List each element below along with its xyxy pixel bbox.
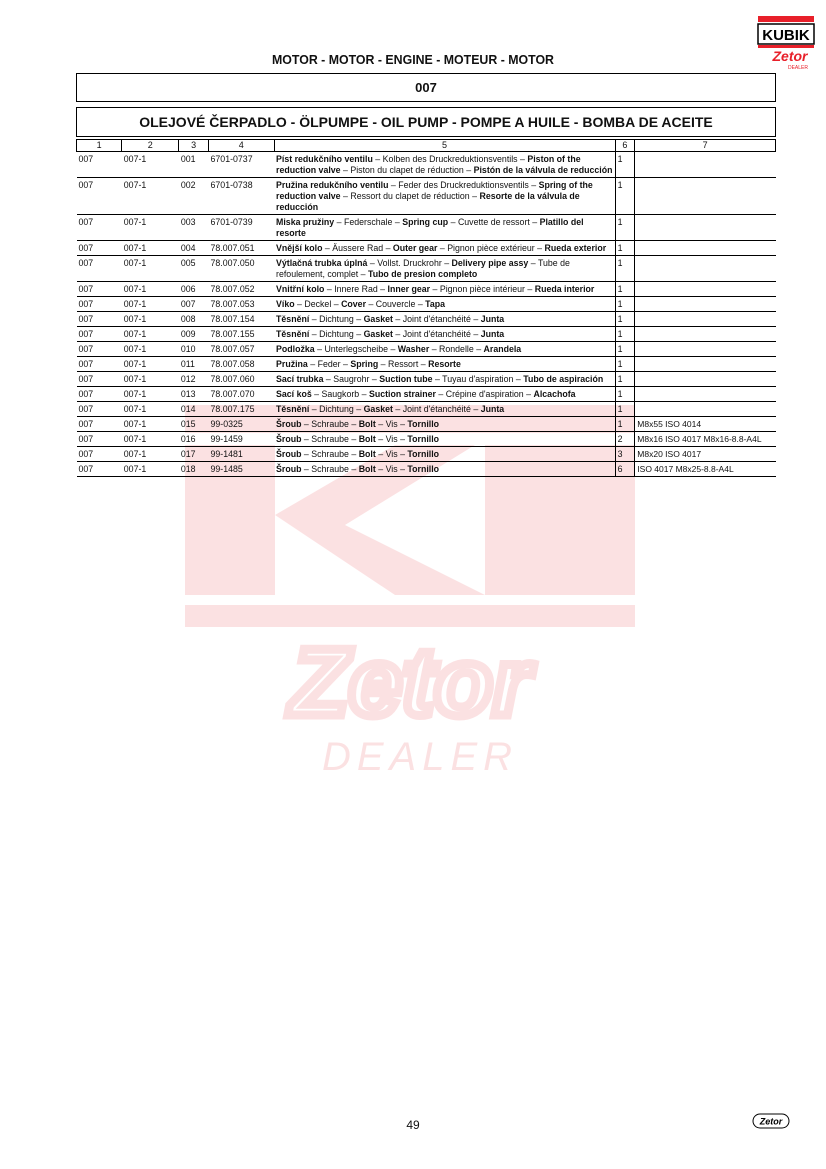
zetor-footer-text: Zetor [759, 1116, 783, 1127]
subgroup-cell: 007-1 [122, 387, 179, 402]
position-cell: 012 [179, 372, 209, 387]
description-term: Dichtung [319, 404, 354, 414]
position-cell: 008 [179, 312, 209, 327]
subgroup-cell: 007-1 [122, 342, 179, 357]
description-term: Feder des Druckreduktionsventils [398, 180, 529, 190]
position-cell: 016 [179, 432, 209, 447]
description-term: Saugrohr [333, 374, 370, 384]
description-term: Resorte [428, 359, 461, 369]
part-number-cell: 78.007.050 [209, 256, 275, 282]
description-term: Suction tube [379, 374, 433, 384]
position-cell: 001 [179, 152, 209, 178]
note-cell [635, 402, 776, 417]
description-term: Vnější kolo [276, 243, 323, 253]
description-cell: Těsnění – Dichtung – Gasket – Joint d'étanchéité – Junta [274, 327, 615, 342]
group-cell: 007 [77, 432, 122, 447]
part-number-cell: 78.007.058 [209, 357, 275, 372]
description-term: Joint d'étanchéité [402, 404, 471, 414]
description-term: Platillo del resorte [276, 217, 584, 238]
description-term: Šroub [276, 434, 302, 444]
description-cell: Šroub – Schraube – Bolt – Vis – Tornillo [274, 462, 615, 477]
description-cell: Víko – Deckel – Cover – Couvercle – Tapa [274, 297, 615, 312]
description-cell: Šroub – Schraube – Bolt – Vis – Tornillo [274, 447, 615, 462]
table-row [77, 417, 776, 432]
description-term: Rueda exterior [544, 243, 607, 253]
description-term: Federschale [344, 217, 393, 227]
description-cell: Vnitřní kolo – Innere Rad – Inner gear – Pignon pièce intérieur – Rueda interior [274, 282, 615, 297]
table-row [77, 256, 776, 282]
quantity-cell: 1 [615, 402, 635, 417]
description-term: Šroub [276, 449, 302, 459]
table-row [77, 297, 776, 312]
description-term: Pignon pièce intérieur [439, 284, 525, 294]
table-row [77, 241, 776, 256]
description-term: Piston du clapet de réduction [350, 165, 464, 175]
description-term: Rueda interior [534, 284, 595, 294]
description-term: Piston of the reduction valve [276, 154, 581, 175]
description-term: Sací koš [276, 389, 312, 399]
subgroup-cell: 007-1 [122, 462, 179, 477]
description-term: Joint d'étanchéité [402, 329, 471, 339]
description-term: Tubo de aspiración [523, 374, 604, 384]
description-term: Tornillo [407, 449, 440, 459]
position-cell: 018 [179, 462, 209, 477]
subgroup-cell: 007-1 [122, 312, 179, 327]
part-number-cell: 99-0325 [209, 417, 275, 432]
description-term: Těsnění [276, 314, 310, 324]
quantity-cell: 1 [615, 282, 635, 297]
quantity-cell: 1 [615, 312, 635, 327]
description-term: Bolt [358, 434, 376, 444]
position-cell: 007 [179, 297, 209, 312]
description-cell: Miska pružiny – Federschale – Spring cup – Cuvette de ressort – Platillo del resorte [274, 215, 615, 241]
column-header-2: 2 [122, 140, 179, 152]
description-term: Junta [480, 404, 505, 414]
group-cell: 007 [77, 327, 122, 342]
page-header-title: MOTOR - MOTOR - ENGINE - MOTEUR - MOTOR [271, 52, 554, 67]
group-cell: 007 [77, 297, 122, 312]
note-cell [635, 215, 776, 241]
quantity-cell: 1 [615, 357, 635, 372]
description-term: Šroub [276, 419, 302, 429]
description-term: Vis [385, 449, 398, 459]
description-term: Äussere Rad [332, 243, 384, 253]
quantity-cell: 1 [615, 417, 635, 432]
description-term: Spring of the reduction valve [276, 180, 593, 201]
description-term: Pistón de la válvula de reducción [473, 165, 613, 175]
quantity-cell: 2 [615, 432, 635, 447]
part-number-cell: 6701-0739 [209, 215, 275, 241]
description-term: Píst redukčního ventilu [276, 154, 373, 164]
svg-text:DEALER: DEALER [321, 735, 519, 779]
note-cell [635, 241, 776, 256]
description-term: Vis [385, 419, 398, 429]
description-term: Těsnění [276, 329, 310, 339]
description-cell: Sací trubka – Saugrohr – Suction tube – Tuyau d'aspiration – Tubo de aspiración [274, 372, 615, 387]
section-title-box: OLEJOVÉ ČERPADLO - ÖLPUMPE - OIL PUMP - POMPE A HUILE - BOMBA DE ACEITE [76, 107, 776, 137]
description-cell: Vnější kolo – Äussere Rad – Outer gear – Pignon pièce extérieur – Rueda exterior [274, 241, 615, 256]
quantity-cell: 1 [615, 178, 635, 215]
description-cell: Těsnění – Dichtung – Gasket – Joint d'étanchéité – Junta [274, 312, 615, 327]
description-term: Spring cup [402, 217, 449, 227]
description-term: Unterlegscheibe [324, 344, 389, 354]
part-number-cell: 6701-0738 [209, 178, 275, 215]
description-cell: Těsnění – Dichtung – Gasket – Joint d'étanchéité – Junta [274, 402, 615, 417]
description-term: Vollst. Druckrohr [377, 258, 442, 268]
description-term: Alcachofa [533, 389, 576, 399]
table-row [77, 432, 776, 447]
position-cell: 010 [179, 342, 209, 357]
description-term: Pignon pièce extérieur [447, 243, 535, 253]
part-number-cell: 78.007.053 [209, 297, 275, 312]
description-term: Washer [397, 344, 430, 354]
subgroup-cell: 007-1 [122, 432, 179, 447]
description-term: Arandela [483, 344, 522, 354]
note-cell: M8x55 ISO 4014 [635, 417, 776, 432]
description-cell: Šroub – Schraube – Bolt – Vis – Tornillo [274, 432, 615, 447]
table-row [77, 372, 776, 387]
quantity-cell: 6 [615, 462, 635, 477]
group-code-box: 007 [76, 73, 776, 102]
description-term: Tuyau d'aspiration [442, 374, 514, 384]
description-term: Tapa [425, 299, 446, 309]
description-cell: Sací koš – Saugkorb – Suction strainer – Crépine d'aspiration – Alcachofa [274, 387, 615, 402]
position-cell: 014 [179, 402, 209, 417]
description-term: Schraube [311, 449, 349, 459]
description-term: Sací trubka [276, 374, 324, 384]
note-cell [635, 357, 776, 372]
subgroup-cell: 007-1 [122, 297, 179, 312]
note-cell [635, 297, 776, 312]
group-cell: 007 [77, 152, 122, 178]
zetor-logo-text: Zetor [772, 48, 808, 64]
svg-text:Zetor: Zetor [290, 629, 530, 736]
table-row [77, 447, 776, 462]
note-cell: M8x16 ISO 4017 M8x16-8.8-A4L [635, 432, 776, 447]
table-row [77, 387, 776, 402]
subgroup-cell: 007-1 [122, 256, 179, 282]
column-header-4: 4 [209, 140, 275, 152]
column-header-6: 6 [615, 140, 635, 152]
subgroup-cell: 007-1 [122, 241, 179, 256]
description-term: Couvercle [375, 299, 416, 309]
table-row [77, 342, 776, 357]
description-term: Rondelle [439, 344, 474, 354]
position-cell: 013 [179, 387, 209, 402]
description-term: Deckel [304, 299, 332, 309]
description-term: Feder [317, 359, 341, 369]
quantity-cell: 1 [615, 241, 635, 256]
description-term: Vnitřní kolo [276, 284, 325, 294]
description-term: Schraube [311, 464, 349, 474]
description-term: Pružina redukčního ventilu [276, 180, 389, 190]
description-term: Tornillo [407, 464, 440, 474]
subgroup-cell: 007-1 [122, 152, 179, 178]
description-term: Gasket [363, 314, 393, 324]
description-term: Výtlačná trubka úplná [276, 258, 368, 268]
parts-table [76, 139, 776, 477]
part-number-cell: 78.007.057 [209, 342, 275, 357]
quantity-cell: 1 [615, 342, 635, 357]
position-cell: 015 [179, 417, 209, 432]
quantity-cell: 1 [615, 297, 635, 312]
description-term: Těsnění [276, 404, 310, 414]
part-number-cell: 78.007.155 [209, 327, 275, 342]
position-cell: 017 [179, 447, 209, 462]
description-term: Bolt [358, 419, 376, 429]
description-term: Innere Rad [334, 284, 378, 294]
description-term: Vis [385, 464, 398, 474]
position-cell: 003 [179, 215, 209, 241]
part-number-cell: 99-1485 [209, 462, 275, 477]
description-term: Pružina [276, 359, 308, 369]
description-term: Schraube [311, 434, 349, 444]
table-row [77, 327, 776, 342]
part-number-cell: 6701-0737 [209, 152, 275, 178]
note-cell: ISO 4017 M8x25-8.8-A4L [635, 462, 776, 477]
table-row [77, 215, 776, 241]
quantity-cell: 1 [615, 215, 635, 241]
description-term: Kolben des Druckreduktionsventils [382, 154, 518, 164]
note-cell [635, 312, 776, 327]
group-cell: 007 [77, 357, 122, 372]
description-cell: Podložka – Unterlegscheibe – Washer – Rondelle – Arandela [274, 342, 615, 357]
description-term: Gasket [363, 329, 393, 339]
kubik-logo-text: KUBIK [762, 27, 810, 44]
subgroup-cell: 007-1 [122, 402, 179, 417]
description-term: Schraube [311, 419, 349, 429]
description-term: Bolt [358, 464, 376, 474]
group-cell: 007 [77, 241, 122, 256]
group-cell: 007 [77, 387, 122, 402]
quantity-cell: 1 [615, 372, 635, 387]
note-cell [635, 282, 776, 297]
description-term: Junta [480, 314, 505, 324]
note-cell [635, 387, 776, 402]
position-cell: 011 [179, 357, 209, 372]
description-term: Cover [341, 299, 366, 309]
description-term: Joint d'étanchéité [402, 314, 471, 324]
table-row [77, 282, 776, 297]
quantity-cell: 1 [615, 152, 635, 178]
description-cell: Šroub – Schraube – Bolt – Vis – Tornillo [274, 417, 615, 432]
description-term: Crépine d'aspiration [445, 389, 524, 399]
description-term: Outer gear [392, 243, 438, 253]
position-cell: 005 [179, 256, 209, 282]
subgroup-cell: 007-1 [122, 417, 179, 432]
description-term: Miska pružiny [276, 217, 335, 227]
description-term: Gasket [363, 404, 393, 414]
table-row [77, 402, 776, 417]
group-cell: 007 [77, 215, 122, 241]
column-header-3: 3 [179, 140, 209, 152]
group-cell: 007 [77, 447, 122, 462]
quantity-cell: 1 [615, 256, 635, 282]
group-cell: 007 [77, 178, 122, 215]
description-term: Šroub [276, 464, 302, 474]
column-header-1: 1 [77, 140, 122, 152]
quantity-cell: 3 [615, 447, 635, 462]
description-term: Cuvette de ressort [457, 217, 530, 227]
part-number-cell: 99-1481 [209, 447, 275, 462]
group-cell: 007 [77, 402, 122, 417]
description-term: Podložka [276, 344, 315, 354]
table-row [77, 357, 776, 372]
note-cell [635, 178, 776, 215]
position-cell: 004 [179, 241, 209, 256]
description-cell: Píst redukčního ventilu – Kolben des Druckreduktionsventils – Piston of the reduction valve – Piston du clapet de réduction – Pistón de la válvula de reducción [274, 152, 615, 178]
description-cell: Pružina redukčního ventilu – Feder des Druckreduktionsventils – Spring of the reduction valve – Ressort du clapet de réduction – Resorte de la válvula de reducción [274, 178, 615, 215]
description-cell: Výtlačná trubka úplná – Vollst. Druckrohr – Delivery pipe assy – Tube de refoulement, complet – Tubo de presion completo [274, 256, 615, 282]
table-row [77, 462, 776, 477]
subgroup-cell: 007-1 [122, 372, 179, 387]
description-term: Víko [276, 299, 295, 309]
group-cell: 007 [77, 256, 122, 282]
description-term: Dichtung [319, 314, 354, 324]
subgroup-cell: 007-1 [122, 357, 179, 372]
subgroup-cell: 007-1 [122, 282, 179, 297]
note-cell [635, 152, 776, 178]
part-number-cell: 78.007.052 [209, 282, 275, 297]
column-header-7: 7 [635, 140, 776, 152]
group-cell: 007 [77, 282, 122, 297]
description-term: Spring [350, 359, 379, 369]
part-number-cell: 78.007.154 [209, 312, 275, 327]
note-cell [635, 342, 776, 357]
note-cell [635, 327, 776, 342]
part-number-cell: 99-1459 [209, 432, 275, 447]
description-term: Suction strainer [368, 389, 436, 399]
column-header-5: 5 [274, 140, 615, 152]
note-cell [635, 256, 776, 282]
subgroup-cell: 007-1 [122, 327, 179, 342]
note-cell [635, 372, 776, 387]
part-number-cell: 78.007.070 [209, 387, 275, 402]
group-cell: 007 [77, 342, 122, 357]
subgroup-cell: 007-1 [122, 447, 179, 462]
description-term: Tornillo [407, 434, 440, 444]
group-cell: 007 [77, 372, 122, 387]
table-row [77, 152, 776, 178]
position-cell: 002 [179, 178, 209, 215]
table-row [77, 312, 776, 327]
description-term: Tornillo [407, 419, 440, 429]
description-term: Ressort du clapet de réduction [350, 191, 470, 201]
position-cell: 006 [179, 282, 209, 297]
position-cell: 009 [179, 327, 209, 342]
description-term: Vis [385, 434, 398, 444]
description-term: Dichtung [319, 329, 354, 339]
quantity-cell: 1 [615, 327, 635, 342]
description-term: Ressort [388, 359, 419, 369]
description-term: Inner gear [387, 284, 431, 294]
page-number: 49 [406, 1118, 420, 1132]
description-term: Saugkorb [321, 389, 360, 399]
table-row [77, 178, 776, 215]
part-number-cell: 78.007.051 [209, 241, 275, 256]
dealer-logo-text: DEALER [787, 65, 809, 71]
group-cell: 007 [77, 462, 122, 477]
description-cell: Pružina – Feder – Spring – Ressort – Resorte [274, 357, 615, 372]
subgroup-cell: 007-1 [122, 215, 179, 241]
description-term: Resorte de la válvula de reducción [276, 191, 580, 212]
description-term: Junta [480, 329, 505, 339]
description-term: Bolt [358, 449, 376, 459]
column-header-row [77, 140, 776, 152]
group-cell: 007 [77, 312, 122, 327]
description-term: Delivery pipe assy [451, 258, 529, 268]
part-number-cell: 78.007.175 [209, 402, 275, 417]
subgroup-cell: 007-1 [122, 178, 179, 215]
quantity-cell: 1 [615, 387, 635, 402]
group-cell: 007 [77, 417, 122, 432]
zetor-footer-logo [752, 1113, 790, 1129]
part-number-cell: 78.007.060 [209, 372, 275, 387]
note-cell: M8x20 ISO 4017 [635, 447, 776, 462]
description-term: Tube de refoulement, complet [276, 258, 570, 279]
description-term: Tubo de presion completo [367, 269, 478, 279]
